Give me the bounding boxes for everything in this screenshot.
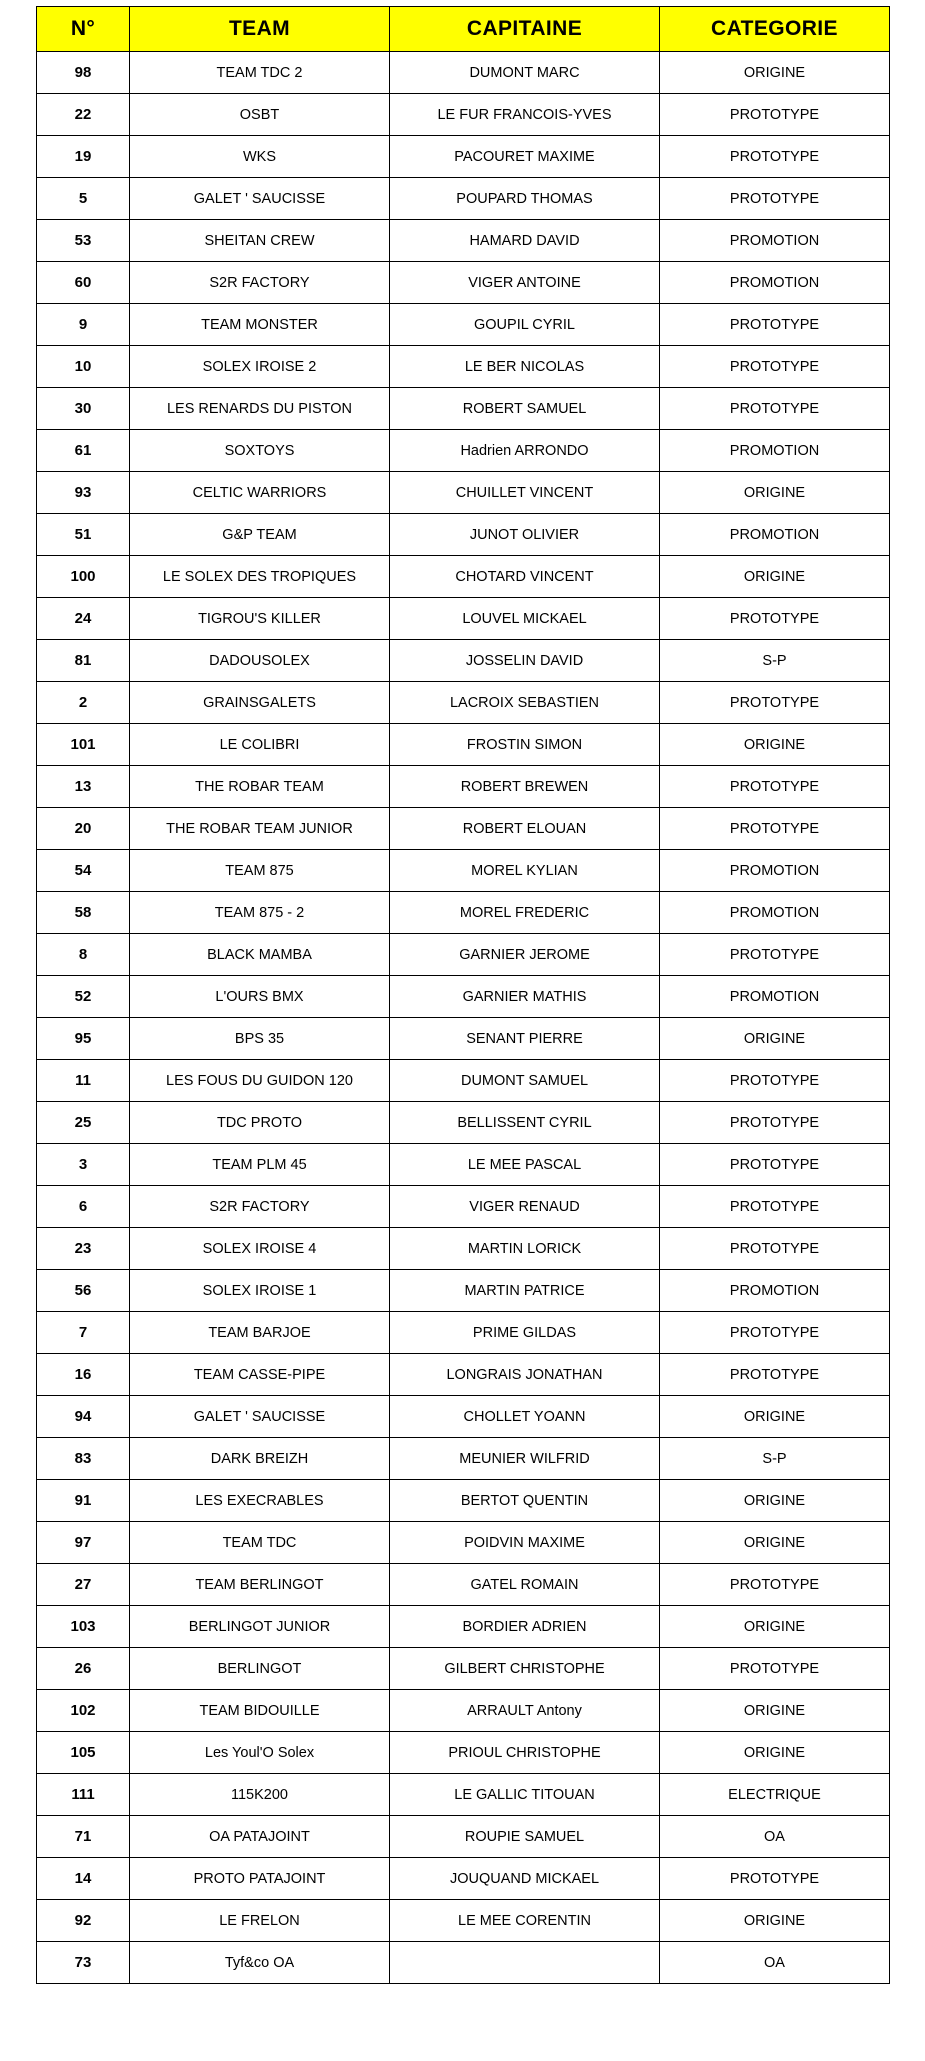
table-row	[37, 430, 890, 472]
cell-number: 53	[37, 220, 130, 262]
cell-categorie: ORIGINE	[660, 1480, 890, 1522]
cell-team: TIGROU'S KILLER	[130, 598, 390, 640]
cell-number: 73	[37, 1942, 130, 1984]
cell-capitaine: MARTIN PATRICE	[390, 1270, 660, 1312]
cell-capitaine: JOUQUAND MICKAEL	[390, 1858, 660, 1900]
cell-categorie: PROTOTYPE	[660, 1648, 890, 1690]
cell-team: BERLINGOT JUNIOR	[130, 1606, 390, 1648]
table-row	[37, 934, 890, 976]
table-row	[37, 220, 890, 262]
column-header-capitaine: CAPITAINE	[390, 7, 660, 52]
cell-team: LES FOUS DU GUIDON 120	[130, 1060, 390, 1102]
cell-number: 27	[37, 1564, 130, 1606]
cell-team: DADOUSOLEX	[130, 640, 390, 682]
cell-categorie: ORIGINE	[660, 556, 890, 598]
cell-number: 25	[37, 1102, 130, 1144]
table-row	[37, 1774, 890, 1816]
cell-number: 56	[37, 1270, 130, 1312]
table-row	[37, 1312, 890, 1354]
cell-team: GALET ' SAUCISSE	[130, 178, 390, 220]
cell-capitaine	[390, 1942, 660, 1984]
cell-capitaine: POUPARD THOMAS	[390, 178, 660, 220]
table-row	[37, 892, 890, 934]
cell-team: OA PATAJOINT	[130, 1816, 390, 1858]
table-row	[37, 1270, 890, 1312]
cell-number: 100	[37, 556, 130, 598]
cell-team: WKS	[130, 136, 390, 178]
cell-team: TEAM TDC 2	[130, 52, 390, 94]
cell-capitaine: GILBERT CHRISTOPHE	[390, 1648, 660, 1690]
cell-team: 115K200	[130, 1774, 390, 1816]
cell-number: 83	[37, 1438, 130, 1480]
cell-capitaine: LACROIX SEBASTIEN	[390, 682, 660, 724]
cell-capitaine: GOUPIL CYRIL	[390, 304, 660, 346]
cell-categorie: ORIGINE	[660, 724, 890, 766]
cell-capitaine: MEUNIER WILFRID	[390, 1438, 660, 1480]
table-row	[37, 1396, 890, 1438]
table-row	[37, 1690, 890, 1732]
cell-number: 105	[37, 1732, 130, 1774]
cell-capitaine: POIDVIN MAXIME	[390, 1522, 660, 1564]
cell-team: BERLINGOT	[130, 1648, 390, 1690]
cell-capitaine: MOREL FREDERIC	[390, 892, 660, 934]
cell-capitaine: ROBERT SAMUEL	[390, 388, 660, 430]
roster-sheet	[0, 6, 925, 2061]
cell-capitaine: PRIME GILDAS	[390, 1312, 660, 1354]
cell-number: 2	[37, 682, 130, 724]
cell-capitaine: GATEL ROMAIN	[390, 1564, 660, 1606]
cell-number: 103	[37, 1606, 130, 1648]
cell-number: 81	[37, 640, 130, 682]
cell-number: 54	[37, 850, 130, 892]
cell-number: 13	[37, 766, 130, 808]
cell-capitaine: GARNIER MATHIS	[390, 976, 660, 1018]
cell-number: 97	[37, 1522, 130, 1564]
cell-team: TDC PROTO	[130, 1102, 390, 1144]
cell-categorie: ORIGINE	[660, 1690, 890, 1732]
cell-team: BLACK MAMBA	[130, 934, 390, 976]
cell-number: 98	[37, 52, 130, 94]
cell-categorie: PROTOTYPE	[660, 1564, 890, 1606]
cell-categorie: ORIGINE	[660, 1396, 890, 1438]
table-row	[37, 1732, 890, 1774]
cell-team: LE COLIBRI	[130, 724, 390, 766]
cell-number: 92	[37, 1900, 130, 1942]
cell-team: BPS 35	[130, 1018, 390, 1060]
cell-team: GALET ' SAUCISSE	[130, 1396, 390, 1438]
cell-number: 93	[37, 472, 130, 514]
cell-capitaine: ROUPIE SAMUEL	[390, 1816, 660, 1858]
cell-capitaine: DUMONT MARC	[390, 52, 660, 94]
cell-number: 14	[37, 1858, 130, 1900]
cell-number: 19	[37, 136, 130, 178]
cell-number: 22	[37, 94, 130, 136]
table-row	[37, 514, 890, 556]
cell-team: DARK BREIZH	[130, 1438, 390, 1480]
cell-team: TEAM BARJOE	[130, 1312, 390, 1354]
cell-capitaine: BELLISSENT CYRIL	[390, 1102, 660, 1144]
cell-team: LES RENARDS DU PISTON	[130, 388, 390, 430]
column-header-team: TEAM	[130, 7, 390, 52]
cell-categorie: PROTOTYPE	[660, 1102, 890, 1144]
cell-capitaine: ROBERT ELOUAN	[390, 808, 660, 850]
cell-number: 9	[37, 304, 130, 346]
table-row	[37, 94, 890, 136]
cell-team: SHEITAN CREW	[130, 220, 390, 262]
cell-team: LE SOLEX DES TROPIQUES	[130, 556, 390, 598]
cell-capitaine: VIGER ANTOINE	[390, 262, 660, 304]
cell-categorie: PROTOTYPE	[660, 1858, 890, 1900]
cell-number: 91	[37, 1480, 130, 1522]
cell-team: THE ROBAR TEAM JUNIOR	[130, 808, 390, 850]
cell-capitaine: LE MEE CORENTIN	[390, 1900, 660, 1942]
cell-capitaine: LOUVEL MICKAEL	[390, 598, 660, 640]
cell-capitaine: CHOTARD VINCENT	[390, 556, 660, 598]
cell-capitaine: BERTOT QUENTIN	[390, 1480, 660, 1522]
cell-capitaine: LONGRAIS JONATHAN	[390, 1354, 660, 1396]
cell-categorie: PROTOTYPE	[660, 1186, 890, 1228]
cell-number: 11	[37, 1060, 130, 1102]
table-row	[37, 1648, 890, 1690]
cell-categorie: PROMOTION	[660, 1270, 890, 1312]
cell-categorie: ORIGINE	[660, 1522, 890, 1564]
table-row	[37, 1606, 890, 1648]
cell-categorie: PROTOTYPE	[660, 136, 890, 178]
cell-team: SOLEX IROISE 1	[130, 1270, 390, 1312]
table-row	[37, 976, 890, 1018]
table-row	[37, 1480, 890, 1522]
cell-number: 6	[37, 1186, 130, 1228]
cell-number: 20	[37, 808, 130, 850]
cell-number: 3	[37, 1144, 130, 1186]
cell-categorie: PROTOTYPE	[660, 1144, 890, 1186]
cell-number: 58	[37, 892, 130, 934]
cell-team: Tyf&co OA	[130, 1942, 390, 1984]
cell-categorie: PROTOTYPE	[660, 94, 890, 136]
cell-categorie: OA	[660, 1816, 890, 1858]
table-row	[37, 1900, 890, 1942]
table-row	[37, 1060, 890, 1102]
cell-categorie: PROTOTYPE	[660, 808, 890, 850]
cell-number: 51	[37, 514, 130, 556]
cell-categorie: PROMOTION	[660, 850, 890, 892]
cell-categorie: OA	[660, 1942, 890, 1984]
table-row	[37, 640, 890, 682]
cell-categorie: PROTOTYPE	[660, 1312, 890, 1354]
cell-team: TEAM MONSTER	[130, 304, 390, 346]
table-row	[37, 598, 890, 640]
cell-team: TEAM 875	[130, 850, 390, 892]
cell-team: S2R FACTORY	[130, 1186, 390, 1228]
cell-capitaine: PRIOUL CHRISTOPHE	[390, 1732, 660, 1774]
column-header-number: N°	[37, 7, 130, 52]
table-row	[37, 1354, 890, 1396]
cell-number: 95	[37, 1018, 130, 1060]
cell-number: 7	[37, 1312, 130, 1354]
cell-team: S2R FACTORY	[130, 262, 390, 304]
cell-number: 111	[37, 1774, 130, 1816]
cell-categorie: ORIGINE	[660, 1606, 890, 1648]
cell-categorie: ORIGINE	[660, 1732, 890, 1774]
table-row	[37, 1438, 890, 1480]
table-row	[37, 766, 890, 808]
cell-team: TEAM BERLINGOT	[130, 1564, 390, 1606]
cell-capitaine: BORDIER ADRIEN	[390, 1606, 660, 1648]
cell-capitaine: Hadrien ARRONDO	[390, 430, 660, 472]
table-row	[37, 346, 890, 388]
cell-capitaine: LE BER NICOLAS	[390, 346, 660, 388]
cell-team: THE ROBAR TEAM	[130, 766, 390, 808]
cell-categorie: S-P	[660, 640, 890, 682]
cell-number: 94	[37, 1396, 130, 1438]
cell-capitaine: DUMONT SAMUEL	[390, 1060, 660, 1102]
table-row	[37, 1102, 890, 1144]
table-row	[37, 1942, 890, 1984]
cell-capitaine: LE FUR FRANCOIS-YVES	[390, 94, 660, 136]
cell-number: 52	[37, 976, 130, 1018]
header-row	[37, 7, 890, 52]
table-row	[37, 304, 890, 346]
table-row	[37, 556, 890, 598]
table-row	[37, 724, 890, 766]
cell-categorie: ORIGINE	[660, 52, 890, 94]
table-row	[37, 1858, 890, 1900]
cell-number: 30	[37, 388, 130, 430]
table-row	[37, 1144, 890, 1186]
cell-number: 10	[37, 346, 130, 388]
table-row	[37, 472, 890, 514]
cell-categorie: PROTOTYPE	[660, 388, 890, 430]
cell-categorie: ORIGINE	[660, 472, 890, 514]
table-row	[37, 1522, 890, 1564]
cell-team: PROTO PATAJOINT	[130, 1858, 390, 1900]
cell-number: 26	[37, 1648, 130, 1690]
cell-number: 5	[37, 178, 130, 220]
cell-team: CELTIC WARRIORS	[130, 472, 390, 514]
table-row	[37, 1564, 890, 1606]
cell-team: LE FRELON	[130, 1900, 390, 1942]
cell-categorie: PROMOTION	[660, 220, 890, 262]
cell-capitaine: CHOLLET YOANN	[390, 1396, 660, 1438]
cell-capitaine: LE GALLIC TITOUAN	[390, 1774, 660, 1816]
cell-number: 23	[37, 1228, 130, 1270]
cell-number: 61	[37, 430, 130, 472]
table-body	[37, 52, 890, 1984]
table-row	[37, 262, 890, 304]
table-row	[37, 388, 890, 430]
cell-number: 60	[37, 262, 130, 304]
column-header-categorie: CATEGORIE	[660, 7, 890, 52]
cell-capitaine: VIGER RENAUD	[390, 1186, 660, 1228]
cell-number: 101	[37, 724, 130, 766]
cell-capitaine: ARRAULT Antony	[390, 1690, 660, 1732]
cell-number: 8	[37, 934, 130, 976]
cell-categorie: S-P	[660, 1438, 890, 1480]
table-row	[37, 1816, 890, 1858]
cell-team: Les Youl'O Solex	[130, 1732, 390, 1774]
cell-categorie: PROMOTION	[660, 514, 890, 556]
cell-capitaine: MOREL KYLIAN	[390, 850, 660, 892]
cell-team: SOLEX IROISE 2	[130, 346, 390, 388]
cell-team: G&P TEAM	[130, 514, 390, 556]
cell-capitaine: MARTIN LORICK	[390, 1228, 660, 1270]
cell-number: 16	[37, 1354, 130, 1396]
cell-number: 102	[37, 1690, 130, 1732]
cell-team: GRAINSGALETS	[130, 682, 390, 724]
table-row	[37, 136, 890, 178]
cell-categorie: PROMOTION	[660, 892, 890, 934]
cell-team: L'OURS BMX	[130, 976, 390, 1018]
table-row	[37, 682, 890, 724]
cell-capitaine: PACOURET MAXIME	[390, 136, 660, 178]
table-row	[37, 850, 890, 892]
cell-capitaine: JOSSELIN DAVID	[390, 640, 660, 682]
cell-categorie: PROTOTYPE	[660, 1060, 890, 1102]
cell-team: TEAM CASSE-PIPE	[130, 1354, 390, 1396]
cell-categorie: PROTOTYPE	[660, 766, 890, 808]
cell-capitaine: FROSTIN SIMON	[390, 724, 660, 766]
cell-categorie: PROTOTYPE	[660, 934, 890, 976]
table-row	[37, 1186, 890, 1228]
cell-team: SOLEX IROISE 4	[130, 1228, 390, 1270]
table-row	[37, 1228, 890, 1270]
cell-capitaine: CHUILLET VINCENT	[390, 472, 660, 514]
cell-categorie: PROTOTYPE	[660, 346, 890, 388]
cell-team: TEAM 875 - 2	[130, 892, 390, 934]
table-row	[37, 1018, 890, 1060]
table-row	[37, 808, 890, 850]
cell-capitaine: HAMARD DAVID	[390, 220, 660, 262]
cell-categorie: PROMOTION	[660, 262, 890, 304]
cell-capitaine: SENANT PIERRE	[390, 1018, 660, 1060]
cell-categorie: PROTOTYPE	[660, 682, 890, 724]
cell-team: TEAM PLM 45	[130, 1144, 390, 1186]
cell-number: 71	[37, 1816, 130, 1858]
cell-team: TEAM TDC	[130, 1522, 390, 1564]
cell-categorie: ORIGINE	[660, 1018, 890, 1060]
table-row	[37, 52, 890, 94]
cell-team: SOXTOYS	[130, 430, 390, 472]
cell-team: OSBT	[130, 94, 390, 136]
cell-categorie: ELECTRIQUE	[660, 1774, 890, 1816]
cell-capitaine: GARNIER JEROME	[390, 934, 660, 976]
cell-categorie: PROTOTYPE	[660, 1228, 890, 1270]
cell-number: 24	[37, 598, 130, 640]
cell-categorie: PROMOTION	[660, 430, 890, 472]
cell-team: TEAM BIDOUILLE	[130, 1690, 390, 1732]
cell-capitaine: JUNOT OLIVIER	[390, 514, 660, 556]
cell-capitaine: LE MEE PASCAL	[390, 1144, 660, 1186]
table-row	[37, 178, 890, 220]
cell-team: LES EXECRABLES	[130, 1480, 390, 1522]
cell-categorie: PROTOTYPE	[660, 598, 890, 640]
cell-categorie: PROTOTYPE	[660, 1354, 890, 1396]
cell-categorie: PROMOTION	[660, 976, 890, 1018]
cell-categorie: PROTOTYPE	[660, 304, 890, 346]
teams-table	[36, 6, 890, 1984]
table-header	[37, 7, 890, 52]
cell-categorie: PROTOTYPE	[660, 178, 890, 220]
cell-categorie: ORIGINE	[660, 1900, 890, 1942]
cell-capitaine: ROBERT BREWEN	[390, 766, 660, 808]
